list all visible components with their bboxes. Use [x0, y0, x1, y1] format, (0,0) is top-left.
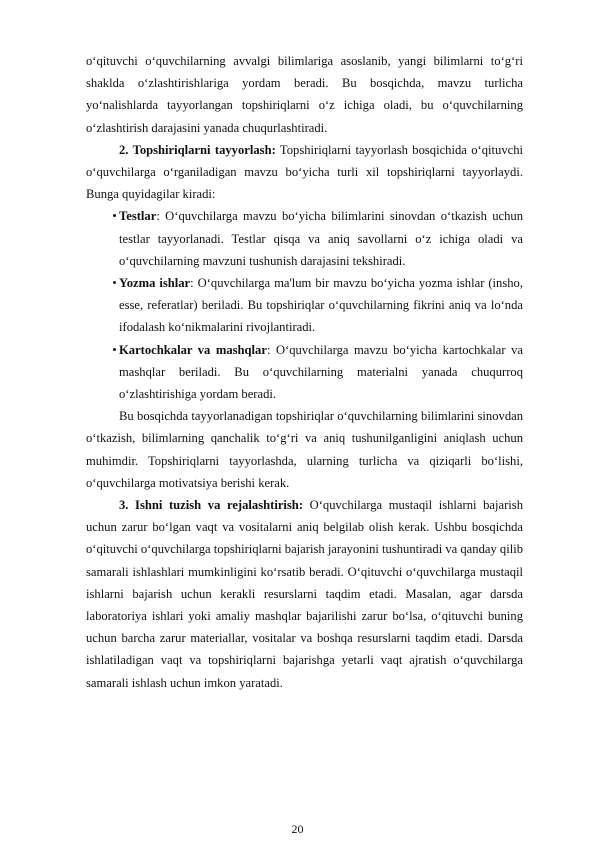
page-number: 20 — [291, 822, 304, 836]
bullet-term: Yozma ishlar — [119, 276, 191, 291]
bullet-icon — [113, 214, 116, 217]
bullet-term: Testlar — [119, 209, 157, 224]
bullet-item-testlar — [86, 205, 523, 272]
bullet-icon — [113, 281, 116, 284]
summary-paragraph: Bu bosqichda tayyorlanadigan topshiriqlar o‘quvchilarning bilimlarini sinovdan o‘tkazish, bilimlarning qanchalik to‘g‘ri va aniq tushunilganligini aniqlash uchun muhimdir. Topshiriqlarni tayyorlashda, ularning turlicha va qiziqarli bo‘lishi, o‘quvchilarga motivatsiya berishi kerak. — [86, 409, 523, 490]
section-3-paragraph — [86, 494, 523, 694]
section-2-heading: 2. Topshiriqlarni tayyorlash: — [119, 142, 276, 157]
bullet-text: : O‘quvchilarga mavzu bo‘yicha kartochkalar va mashqlar beriladi. Bu o‘quvchilarning materialni yanada chuqurroq o‘zlashtirishiga yordam beradi. — [119, 342, 524, 402]
bullet-text: : O‘quvchilarga mavzu bo‘yicha bilimlarini sinovdan o‘tkazish uchun testlar tayyorlanadi. Testlar qisqa va aniq savollarni o‘z ichiga oladi va o‘quvchilarning mavzuni tushunish darajasini tekshiradi. — [119, 209, 523, 268]
bullet-term: Kartochkalar va mashqlar — [119, 342, 267, 357]
bullet-text: : O‘quvchilarga ma'lum bir mavzu bo‘yicha yozma ishlar (insho, esse, referatlar) beriladi. Bu topshiriqlar o‘quvchilarning fikrini aniq va lo‘nda ifodalash ko‘nikmalarini rivojlantiradi. — [119, 276, 523, 335]
section-3-heading: 3. Ishni tuzish va rejalashtirish: — [119, 498, 304, 513]
bullet-item-yozma-ishlar — [86, 272, 523, 339]
section-2-paragraph — [86, 139, 523, 206]
intro-paragraph: o‘qituvchi o‘quvchilarning avvalgi bilimlariga asoslanib, yangi bilimlarni to‘g‘ri shaklda o‘zlashtirishlariga yordam beradi. Bu bosqichda, mavzu turlicha yo‘nalishlarda tayyorlangan topshiriqlarni o‘z ichiga oladi, bu o‘quvchilarning o‘zlashtirish darajasini yanada chuqurlashtiradi. — [86, 54, 523, 135]
section-2-text: Topshiriqlarni tayyorlash bosqichida o‘qituvchi o‘quvchilarga o‘rganiladigan mavzu bo‘yicha turli xil topshiriqlarni tayyorlaydi. Bunga quyidagilar kiradi: — [86, 142, 523, 202]
section-3-text: O‘quvchilarga mustaqil ishlarni bajarish uchun zarur bo‘lgan vaqt va vositalarni aniq belgilab olish kerak. Ushbu bosqichda o‘qituvchi o‘quvchilarga topshiriqlarni bajarish jarayonini tushuntiradi va qanday qilib samarali ishlashlari mumkinligini ko‘rsatib beradi. O‘qituvchi o‘quvchilarga mustaqil ishlarni bajarish uchun kerakli resurslarni taqdim etadi. Masalan, agar darsda laboratoriya ishlari yoki amaliy mashqlar bajarilishi zarur bo‘lsa, o‘qituvchi buning uchun barcha zarur materiallar, vositalar va boshqa resurslarni taqdim etadi. Darsda ishlatiladigan vaqt va topshiriqlarni bajarishga yetarli vaqt ajratish o‘quvchilarga samarali ishlash uchun imkon yaratadi. — [86, 498, 523, 690]
document-body — [86, 50, 523, 694]
bullet-item-kartochkalar — [86, 339, 523, 406]
bullet-icon — [113, 348, 116, 351]
